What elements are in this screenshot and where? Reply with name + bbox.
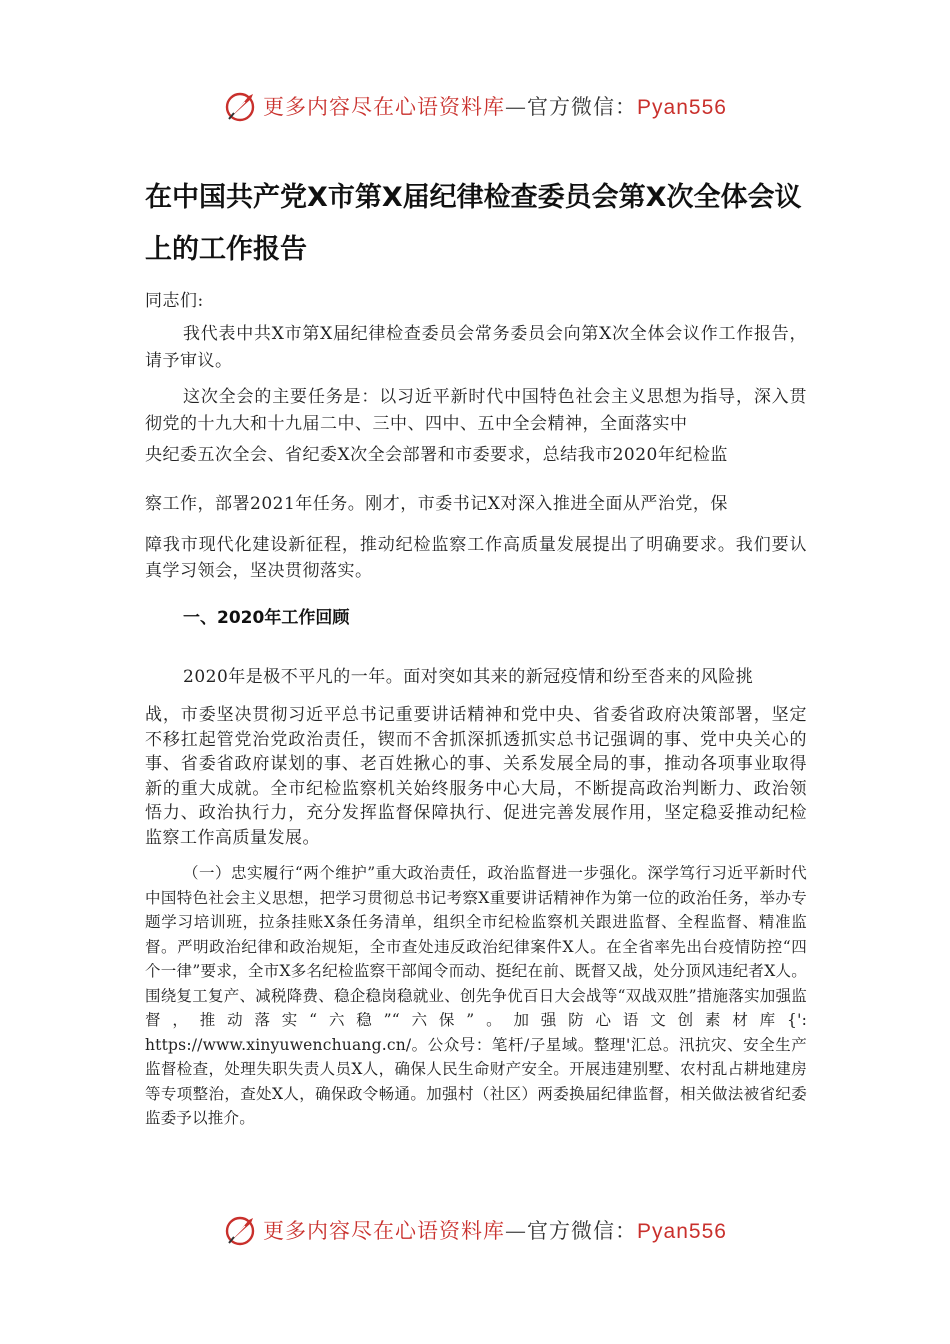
banner-label: 官方微信： (527, 1219, 638, 1243)
paragraph-2-part-b: 央纪委五次全会、省纪委X次全会部署和市委要求，总结我市2020年纪检监 (145, 445, 728, 465)
paragraph-2-part-d: 障我市现代化建设新征程，推动纪检监察工作高质量发展提出了明确要求。我们要认真学习领会，坚决贯彻落实。 (145, 535, 807, 581)
banner-separator: — (505, 95, 528, 119)
quill-logo-icon (223, 1212, 259, 1248)
banner-main-text: 更多内容尽在心语资料库 (263, 95, 506, 119)
banner-text (263, 1215, 727, 1245)
banner-label: 官方微信： (527, 95, 638, 119)
paragraph-2-part-a: 这次全会的主要任务是：以习近平新时代中国特色社会主义思想为指导，深入贯彻党的十九大和十九届二中、三中、四中、五中全会精神，全面落实中 (145, 387, 807, 434)
paragraph-3-part-a: 2020年是极不平凡的一年。面对突如其来的新冠疫情和纷至沓来的风险挑 (183, 667, 754, 687)
document-title: 在中国共产党X市第X届纪律检查委员会第X次全体会议上的工作报告 (145, 182, 802, 265)
banner-account: Pyan556 (637, 96, 727, 119)
quill-logo-icon (223, 88, 259, 124)
paragraph-2-part-c: 察工作，部署2021年任务。刚才，市委书记X对深入推进全面从严治党，保 (145, 494, 728, 514)
paragraph-1: 我代表中共X市第X届纪律检查委员会常务委员会向第X次全体会议作工作报告，请予审议。 (145, 324, 807, 371)
banner-account: Pyan556 (637, 1220, 727, 1243)
footer-banner (0, 1210, 950, 1250)
paragraph-4: （一）忠实履行“两个维护”重大政治责任，政治监督进一步强化。深学笃行习近平新时代中国特色社会主义思想，把学习贯彻总书记考察X重要讲话精神作为第一位的政治任务，举办专题学习培训班，拉条挂账X条任务清单，组织全市纪检监察机关跟进监督、全程监督、精准监督。严明政治纪律和政治规矩，全市查处违反政治纪律案件X人。在全省率先出台疫情防控“四个一律”要求，全市X多名纪检监察干部闻令而动、挺纪在前、既督又战，处分顶风违纪者X人。围绕复工复产、减税降费、稳企稳岗稳就业、创先争优百日大会战等“双战双胜”措施落实加强监督，推动落实“六稳”“六保”。加强防心语文创素材库{': https://www.xinyuwenchuang.cn/。公众号：笔杆/子星域。整理'汇总。汛抗灾、安全生产监督检查，处理失职失责人员X人，确保人民生命财产安全。开展违建别墅、农村乱占耕地建房等专项整治，查处X人，确保政令畅通。加强村（社区）两委换届纪律监督，相关做法被省纪委监委予以推介。 (145, 864, 807, 1127)
banner-text (263, 91, 727, 121)
paragraph-3-part-b: 战，市委坚决贯彻习近平总书记重要讲话精神和党中央、省委省政府决策部署，坚定不移扛起管党治党政治责任，锲而不舍抓深抓透抓实总书记强调的事、党中央关心的事、省委省政府谋划的事、老百姓揪心的事、关系发展全局的事，推动各项事业取得新的重大成就。全市纪检监察机关始终服务中心大局，不断提高政治判断力、政治领悟力、政治执行力，充分发挥监督保障执行、促进完善发展作用，坚定稳妥推动纪检监察工作高质量发展。 (145, 705, 807, 848)
banner-separator: — (505, 1219, 528, 1243)
greeting: 同志们: (145, 291, 204, 311)
section-heading-1: 一、2020年工作回顾 (183, 608, 350, 628)
banner-main-text: 更多内容尽在心语资料库 (263, 1219, 506, 1243)
header-banner (0, 86, 950, 126)
